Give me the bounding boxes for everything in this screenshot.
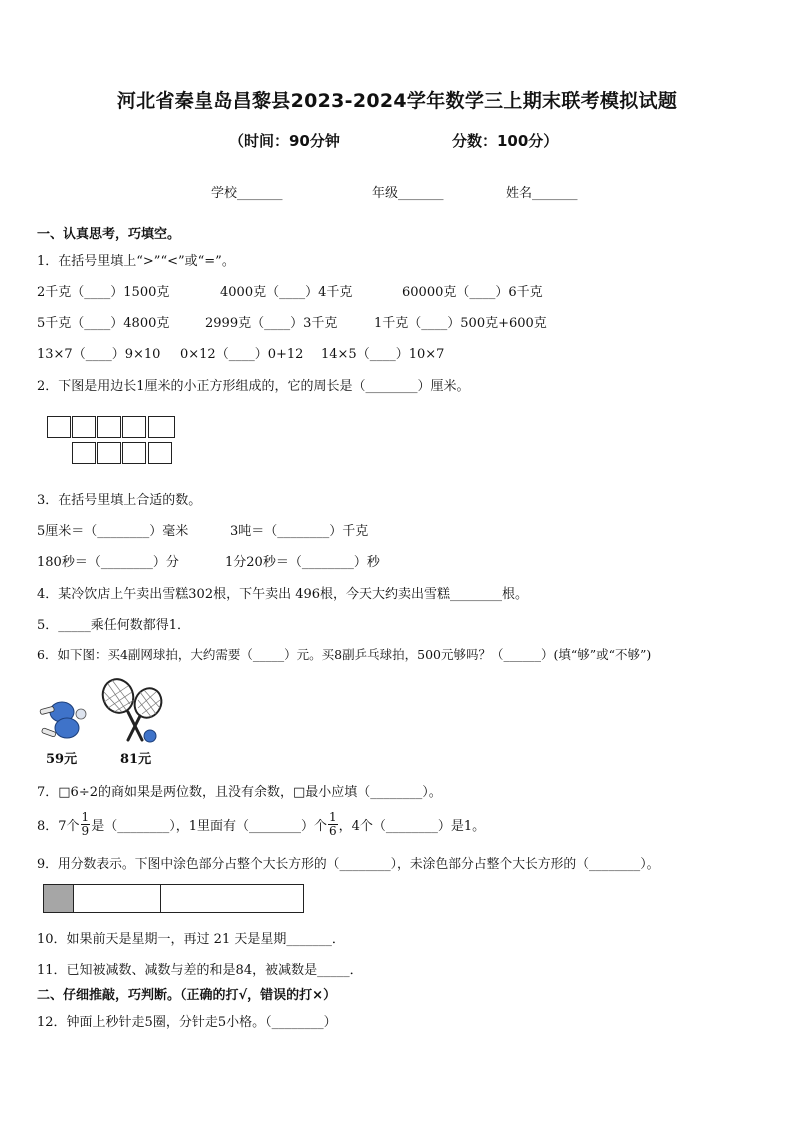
shaded-part (44, 885, 74, 912)
exam-time: （时间：90分钟 (229, 132, 340, 150)
fraction-denominator: 9 (81, 823, 90, 838)
question-2: 2．下图是用边长1厘米的小正方形组成的，它的周长是（________）厘米。 (37, 379, 470, 394)
pingpong-price: 59元 (46, 752, 78, 767)
grid-square (148, 442, 172, 464)
fraction-one-sixth (328, 811, 338, 838)
q1-item: 13×7（____）9×10 (37, 347, 161, 362)
grade-field: 年级_______ (372, 186, 444, 201)
grid-square (148, 416, 175, 438)
q8-pre: 8．7个 (37, 818, 80, 834)
grid-square (72, 442, 96, 464)
q3-item: 3吨＝（________）千克 (230, 524, 369, 539)
question-7: 7．□6÷2的商如果是两位数，且没有余数，□最小应填（________）。 (37, 785, 442, 800)
section-1-heading: 一、认真思考，巧填空。 (37, 227, 181, 242)
q8-mid: 是（________），1里面有（________）个 (91, 818, 327, 834)
fraction-denominator: 6 (328, 823, 337, 838)
q3-item: 5厘米＝（________）毫米 (37, 524, 189, 539)
question-6: 6．如下图：买4副网球拍，大约需要（_____）元。买8副乒乓球拍，500元够吗？（______）(填“够”或“不够”) (37, 647, 652, 662)
q1-item: 2千克（____）1500克 (37, 285, 170, 300)
fraction-one-ninth (81, 811, 91, 838)
grid-square (122, 442, 146, 464)
q1-item: 0×12（____）0+12 (180, 347, 304, 362)
divider-line (160, 885, 161, 912)
question-9: 9．用分数表示。下图中涂色部分占整个大长方形的（________），未涂色部分占整个大长方形的（________）。 (37, 857, 660, 872)
question-1-stem: 1．在括号里填上“>”“<”或“=”。 (37, 254, 235, 269)
grid-square (47, 416, 71, 438)
grid-square (97, 416, 121, 438)
page-title: 河北省秦皇岛昌黎县2023-2024学年数学三上期末联考模拟试题 (116, 90, 678, 112)
grid-square (72, 416, 96, 438)
q8-post: ，4个（________）是1。 (338, 818, 486, 834)
fraction-rectangle (43, 884, 304, 913)
name-field: 姓名_______ (506, 186, 578, 201)
fraction-numerator: 1 (328, 809, 337, 824)
question-11: 11．已知被减数、减数与差的和是84，被减数是_____． (37, 963, 363, 978)
question-8 (37, 806, 485, 842)
pingpong-paddles-icon (34, 698, 90, 744)
tennis-rackets-icon (98, 678, 172, 746)
q1-item: 2999克（____）3千克 (205, 316, 338, 331)
grid-square (122, 416, 146, 438)
q1-item: 4000克（____）4千克 (220, 285, 353, 300)
q1-item: 14×5（____）10×7 (321, 347, 445, 362)
question-10: 10．如果前天是星期一，再过 21 天是星期_______． (37, 932, 345, 947)
q3-item: 180秒＝（________）分 (37, 555, 179, 570)
school-field: 学校_______ (211, 186, 283, 201)
q1-item: 5千克（____）4800克 (37, 316, 170, 331)
q3-item: 1分20秒＝（________）秒 (225, 555, 380, 570)
question-5: 5．_____乘任何数都得1． (37, 618, 191, 633)
q1-item: 60000克（____）6千克 (402, 285, 543, 300)
question-4: 4．某冷饮店上午卖出雪糕302根，下午卖出 496根，今天大约卖出雪糕________根。 (37, 587, 529, 602)
exam-score: 分数：100分） (452, 132, 559, 150)
section-2-heading: 二、仔细推敲，巧判断。（正确的打√，错误的打×） (37, 988, 337, 1003)
question-3-stem: 3．在括号里填上合适的数。 (37, 493, 202, 508)
grid-square (97, 442, 121, 464)
q1-item: 1千克（____）500克+600克 (374, 316, 547, 331)
tennis-price: 81元 (120, 752, 152, 767)
fraction-numerator: 1 (81, 809, 90, 824)
question-12: 12．钟面上秒针走5圈，分针走5小格。（________） (37, 1015, 337, 1030)
